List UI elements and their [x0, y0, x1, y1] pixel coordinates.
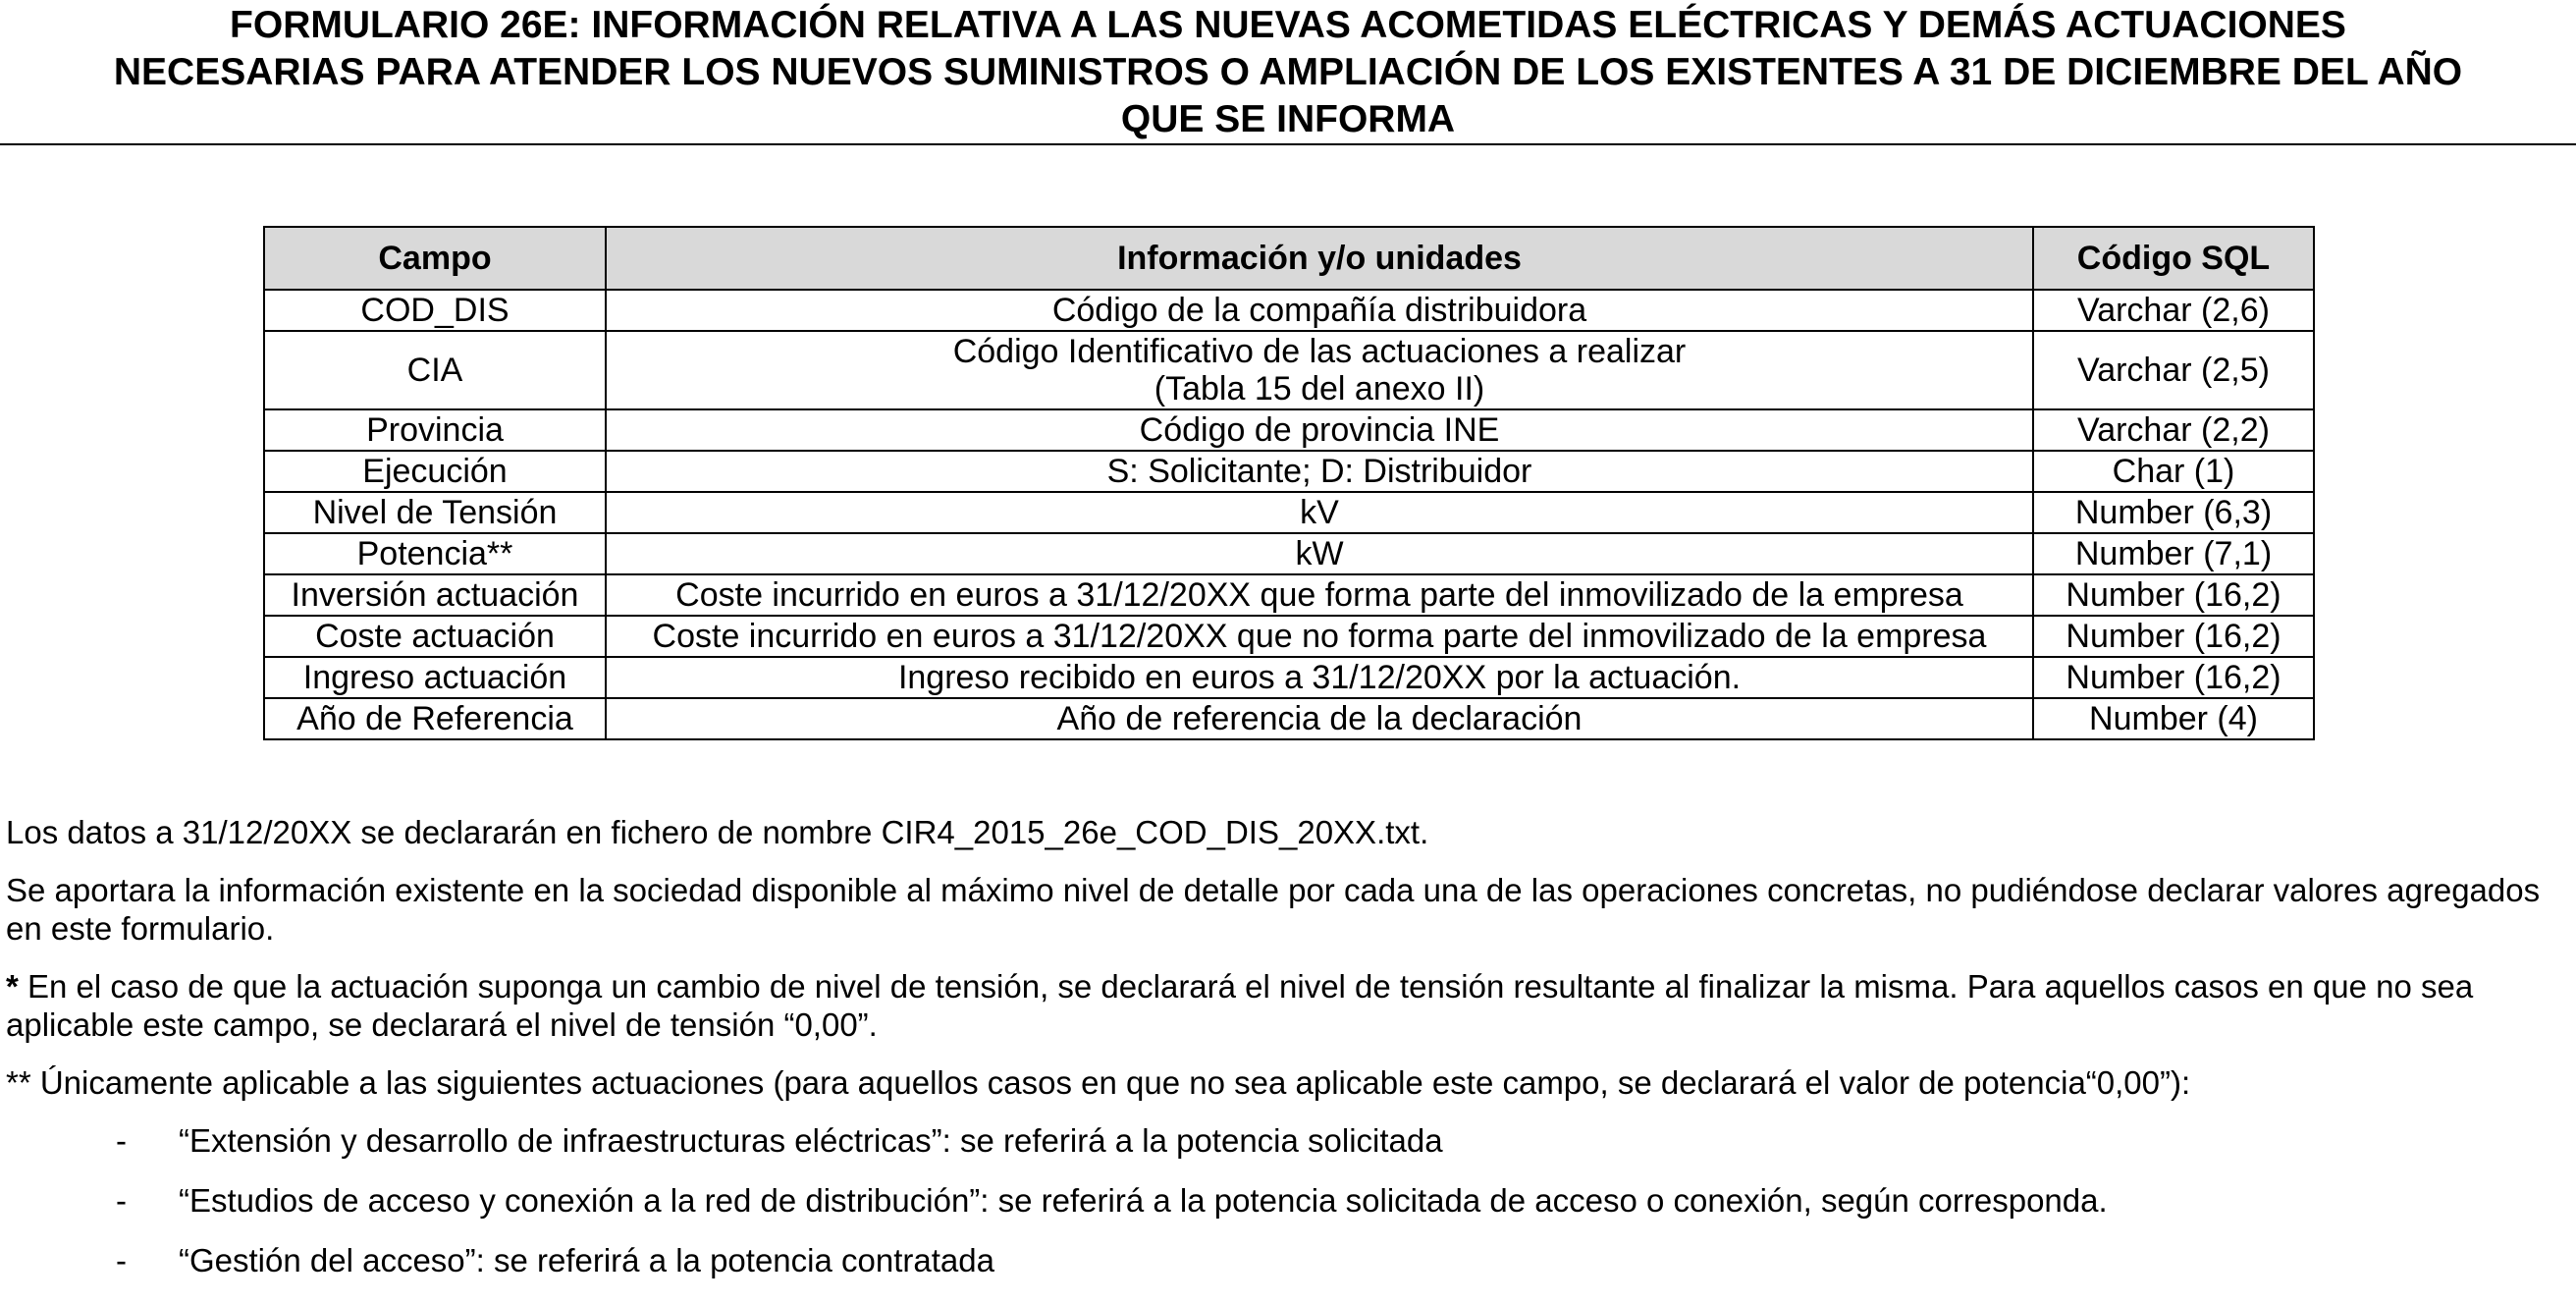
table-header-row: [264, 227, 2314, 290]
table-row: [264, 331, 2314, 409]
bullet-text: “Gestión del acceso”: se referirá a la potencia contratada: [179, 1242, 994, 1278]
cell-sql: Varchar (2,5): [2033, 331, 2314, 409]
table-row: [264, 574, 2314, 616]
table-row: [264, 533, 2314, 574]
cell-campo: Ejecución: [264, 451, 606, 492]
cell-sql: Varchar (2,6): [2033, 290, 2314, 331]
cell-info: Año de referencia de la declaración: [606, 698, 2033, 739]
cell-campo: Ingreso actuación: [264, 657, 606, 698]
cell-campo: Coste actuación: [264, 616, 606, 657]
table-row: [264, 290, 2314, 331]
cell-sql: Number (7,1): [2033, 533, 2314, 574]
cell-sql: Number (16,2): [2033, 616, 2314, 657]
fields-table: [263, 226, 2315, 740]
table-row: [264, 698, 2314, 739]
form-title-line-3: QUE SE INFORMA: [1120, 98, 1456, 140]
cell-info: Código de la compañía distribuidora: [606, 290, 2033, 331]
note-potencia-footnote: ** Únicamente aplicable a las siguientes actuaciones (para aquellos casos en que no sea aplicable este campo, se declarará el valor de potencia“0,00”):: [6, 1064, 2191, 1101]
potencia-bullet-list: [6, 1121, 2568, 1279]
cell-info-line-1: Código Identificativo de las actuaciones a realizar: [952, 333, 1687, 370]
bullet-dash: -: [116, 1242, 127, 1278]
cell-info: Coste incurrido en euros a 31/12/20XX que no forma parte del inmovilizado de la empresa: [606, 616, 2033, 657]
cell-sql: Number (6,3): [2033, 492, 2314, 533]
cell-campo: CIA: [264, 331, 606, 409]
table-row: [264, 657, 2314, 698]
cell-campo: Nivel de Tensión: [264, 492, 606, 533]
form-title: [0, 0, 2576, 145]
cell-sql: Number (16,2): [2033, 574, 2314, 616]
header-campo: Campo: [264, 227, 606, 290]
cell-info: kW: [606, 533, 2033, 574]
cell-info: S: Solicitante; D: Distribuidor: [606, 451, 2033, 492]
bullet-dash: -: [116, 1182, 127, 1219]
table-row: [264, 616, 2314, 657]
cell-info: Código de provincia INE: [606, 409, 2033, 451]
cell-sql: Number (16,2): [2033, 657, 2314, 698]
cell-sql: Char (1): [2033, 451, 2314, 492]
list-item: [6, 1181, 2568, 1220]
note-tension-text: En el caso de que la actuación suponga un cambio de nivel de tensión, se declarará el nivel de tensión resultante al finalizar la misma. Para aquellos casos en que no sea aplicable este campo, se declarará el nivel de tensión “0,00”.: [6, 968, 2474, 1043]
form-title-line-2: NECESARIAS PARA ATENDER LOS NUEVOS SUMINISTROS O AMPLIACIÓN DE LOS EXISTENTES A 31 DE DICIEMBRE DEL AÑO: [113, 51, 2463, 93]
cell-campo: Año de Referencia: [264, 698, 606, 739]
bullet-text: “Extensión y desarrollo de infraestructuras eléctricas”: se referirá a la potencia solicitada: [179, 1122, 1443, 1159]
header-codigo-sql: Código SQL: [2033, 227, 2314, 290]
cell-sql: Number (4): [2033, 698, 2314, 739]
table-row: [264, 492, 2314, 533]
cell-info: kV: [606, 492, 2033, 533]
table-row: [264, 409, 2314, 451]
footnote-mark: *: [6, 968, 19, 1005]
note-file-name: Los datos a 31/12/20XX se declararán en fichero de nombre CIR4_2015_26e_COD_DIS_20XX.txt.: [6, 814, 1429, 850]
list-item: [6, 1241, 2568, 1279]
cell-info: [606, 331, 2033, 409]
bullet-dash: -: [116, 1122, 127, 1159]
note-tension-footnote: [6, 967, 2568, 1044]
form-title-line-1: FORMULARIO 26E: INFORMACIÓN RELATIVA A LAS NUEVAS ACOMETIDAS ELÉCTRICAS Y DEMÁS ACTUACIONES: [230, 4, 2346, 46]
note-detail-level: Se aportara la información existente en la sociedad disponible al máximo nivel de detalle por cada una de las operaciones concretas, no pudiéndose declarar valores agregados en este formulario.: [6, 872, 2541, 947]
notes-section: [6, 813, 2568, 1301]
header-informacion: Información y/o unidades: [606, 227, 2033, 290]
cell-info: Ingreso recibido en euros a 31/12/20XX por la actuación.: [606, 657, 2033, 698]
cell-info-line-2: (Tabla 15 del anexo II): [1154, 370, 1485, 408]
cell-campo: Inversión actuación: [264, 574, 606, 616]
cell-sql: Varchar (2,2): [2033, 409, 2314, 451]
cell-info: Coste incurrido en euros a 31/12/20XX que forma parte del inmovilizado de la empresa: [606, 574, 2033, 616]
table-row: [264, 451, 2314, 492]
bullet-text: “Estudios de acceso y conexión a la red de distribución”: se referirá a la potencia solicitada de acceso o conexión, según corresponda.: [179, 1182, 2108, 1219]
cell-campo: Provincia: [264, 409, 606, 451]
cell-campo: COD_DIS: [264, 290, 606, 331]
cell-campo: Potencia**: [264, 533, 606, 574]
list-item: [6, 1121, 2568, 1160]
